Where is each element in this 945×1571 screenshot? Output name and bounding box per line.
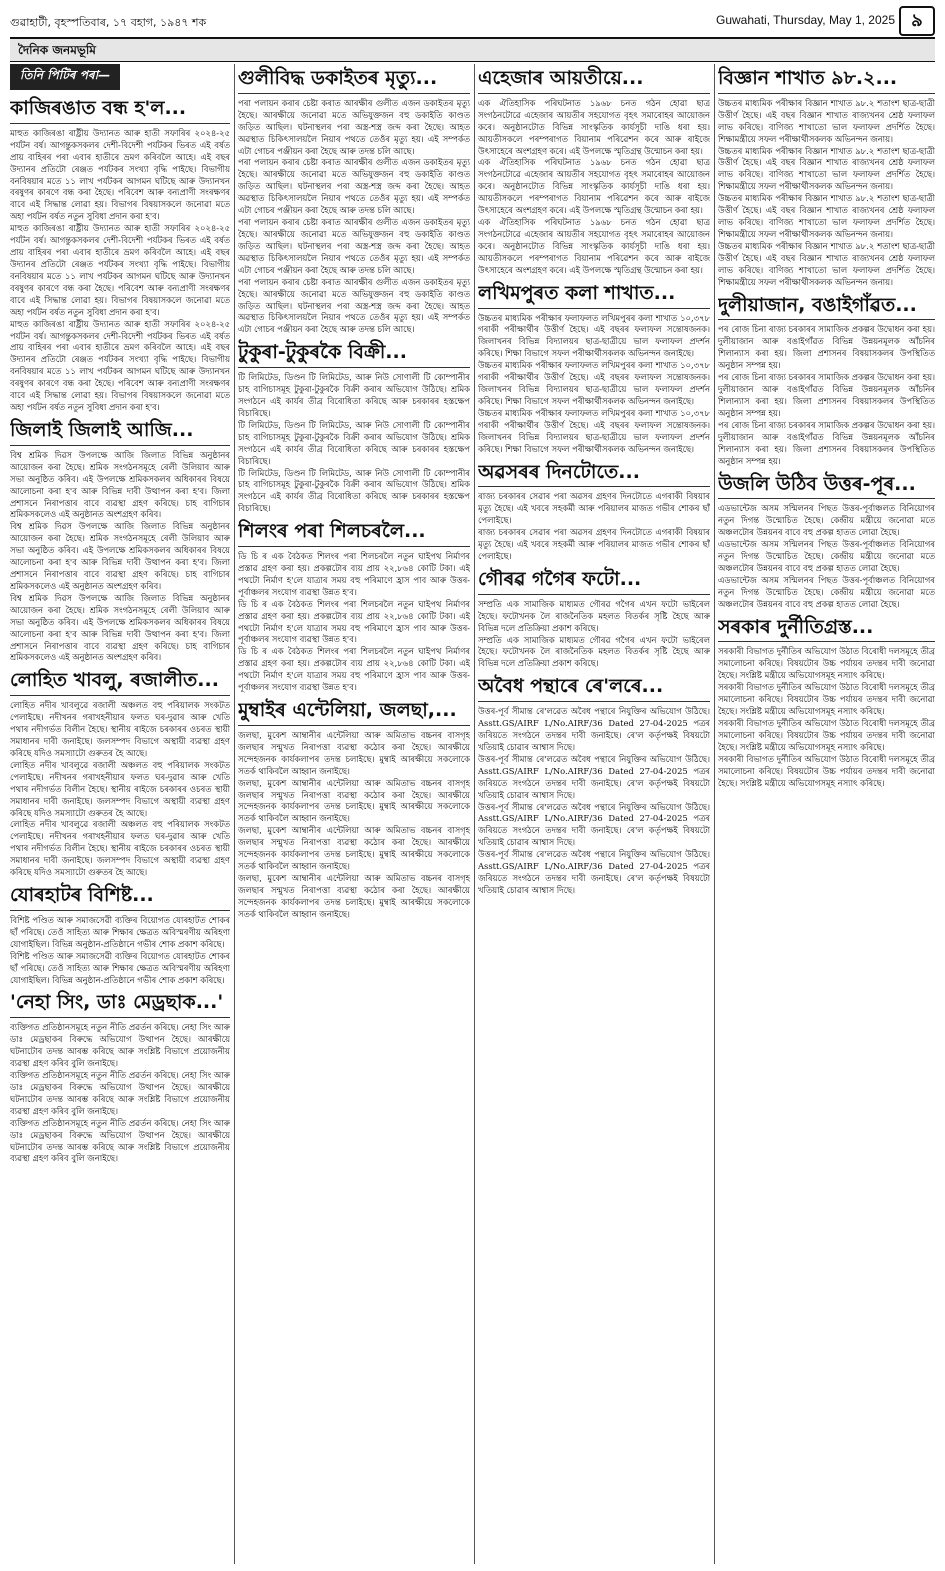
column-divider (474, 64, 475, 1564)
article (478, 676, 710, 897)
article-body: এক ঐতিহাসিক পৰিঘটনাত ১৯৬৮ চনত গঠন হোৱা ছাত্ৰ সংগঠনটোৱে এহেজাৰ আয়তীৰ সহযোগত বৃহৎ সমাৰোহৰ আয়োজন কৰে। অনুষ্ঠানটোত বিভিন্ন সাংস্কৃতিক কাৰ্যসূচী দাঙি ধৰা হয়। আয়তীসকলে পৰম্পৰাগত বিয়ানাম পৰিৱেশন কৰে আৰু ৰাইজে উৎসাহেৰে অংশগ্ৰহণ কৰে। এই উপলক্ষে স্মৃতিগ্ৰন্থ উন্মোচন কৰা হয়। (478, 217, 710, 275)
headline: মুম্বাইৰ এন্টেলিয়া, জলছা,... (238, 700, 470, 726)
article-body: সৰকাৰী বিভাগত দুৰ্নীতিৰ অভিযোগ উঠাত বিৰোধী দলসমূহে তীব্ৰ সমালোচনা কৰিছে। বিষয়টোৰ উচ্চ পৰ্যায়ৰ তদন্তৰ দাবী জনোৱা হৈছে। সংশ্লিষ্ট মন্ত্ৰীয়ে অভিযোগসমূহ নস্যাৎ কৰিছে। (718, 718, 935, 752)
article (478, 68, 710, 277)
headline: জিলাই জিলাই আজি... (10, 420, 230, 446)
headline: লোহিত খাবলু, ৰজালীত... (10, 670, 230, 696)
article-body: লোহিত নদীৰ খাবলুৱে ৰজালী অঞ্চলত বহু পৰিয়ালক সংকটত পেলাইছে। নদীখনৰ গৰাখহনীয়াৰ ফলত ঘৰ-দুৱাৰ আৰু খেতি পথাৰ নদীগৰ্ভত বিলীন হৈছে। স্থানীয় ৰাইজে চৰকাৰৰ ওচৰত স্থায়ী সমাধানৰ দাবী জনাইছে। জলসম্পদ বিভাগে অস্থায়ী ব্যৱস্থা গ্ৰহণ কৰিছে যদিও সমস্যাটো গুৰুতৰ হৈ আছে। (10, 700, 230, 758)
article-body: পৰ ৰোজ চিনা ৰাজ্য চৰকাৰৰ সামাজিক প্ৰকল্পৰ উদ্বোধন কৰা হয়। দুলীয়াজান আৰু বঙাইগাঁৱত বিভিন্ন উন্নয়নমূলক আঁচনিৰ শিলান্যাস কৰা হয়। জিলা প্ৰশাসনৰ বিষয়াসকলৰ উপস্থিতিত অনুষ্ঠান সম্পন্ন হয়। (718, 372, 935, 418)
article-body: এক ঐতিহাসিক পৰিঘটনাত ১৯৬৮ চনত গঠন হোৱা ছাত্ৰ সংগঠনটোৱে এহেজাৰ আয়তীৰ সহযোগত বৃহৎ সমাৰোহৰ আয়োজন কৰে। অনুষ্ঠানটোত বিভিন্ন সাংস্কৃতিক কাৰ্যসূচী দাঙি ধৰা হয়। আয়তীসকলে পৰম্পৰাগত বিয়ানাম পৰিৱেশন কৰে আৰু ৰাইজে উৎসাহেৰে অংশগ্ৰহণ কৰে। এই উপলক্ষে স্মৃতিগ্ৰন্থ উন্মোচন কৰা হয়। (478, 157, 710, 216)
article (478, 462, 710, 563)
headline: উজলি উঠিব উত্তৰ-পূৰ... (718, 474, 935, 500)
article-body: লোহিত নদীৰ খাবলুৱে ৰজালী অঞ্চলত বহু পৰিয়ালক সংকটত পেলাইছে। নদীখনৰ গৰাখহনীয়াৰ ফলত ঘৰ-দুৱাৰ আৰু খেতি পথাৰ নদীগৰ্ভত বিলীন হৈছে। স্থানীয় ৰাইজে চৰকাৰৰ ওচৰত স্থায়ী সমাধানৰ দাবী জনাইছে। জলসম্পদ বিভাগে অস্থায়ী ব্যৱস্থা গ্ৰহণ কৰিছে যদিও সমস্যাটো গুৰুতৰ হৈ আছে। (10, 759, 230, 818)
article (238, 521, 470, 694)
article-body: সম্প্ৰতি এক সামাজিক মাধ্যমত গৌৰৱ গগৈৰ এখন ফটো ভাইৰেল হৈছে। ফটোখনক লৈ ৰাজনৈতিক মহলত বিতৰ্কৰ সৃষ্টি হৈছে আৰু বিভিন্ন দলে প্ৰতিক্ৰিয়া প্ৰকাশ কৰিছে। (478, 634, 710, 669)
article (10, 420, 230, 664)
article-body: পৰ ৰোজ চিনা ৰাজ্য চৰকাৰৰ সামাজিক প্ৰকল্পৰ উদ্বোধন কৰা হয়। দুলীয়াজান আৰু বঙাইগাঁৱত বিভিন্ন উন্নয়নমূলক আঁচনিৰ শিলান্যাস কৰা হয়। জিলা প্ৰশাসনৰ বিষয়াসকলৰ উপস্থিতিত অনুষ্ঠান সম্পন্ন হয়। (718, 324, 935, 371)
date-english: Guwahati, Thursday, May 1, 2025 (716, 13, 895, 27)
headline: সৰকাৰ দুৰ্নীতিগ্ৰস্ত... (718, 617, 935, 643)
article-body: পৰা পলায়ন কৰাৰ চেষ্টা কৰাত আৰক্ষীৰ গুলীত এজন ডকাইতৰ মৃত্যু হৈছে। আৰক্ষীয়ে জনোৱা মতে অভিযুক্তজন বহু ডকাইতি কাণ্ডত জড়িত আছিল। ঘটনাস্থলৰ পৰা অস্ত্ৰ-শস্ত্ৰ জব্দ কৰা হৈছে। আহত অৱস্থাত চিকিৎসালয়লৈ নিয়াৰ পথতে তেওঁৰ মৃত্যু হয়। এই সম্পৰ্কত এটা গোচৰ পঞ্জীয়ন কৰা হৈছে আৰু তদন্ত চলি আছে। (238, 217, 470, 275)
page-number: ৯ (899, 6, 935, 36)
article-body: বিশ্ব শ্ৰমিক দিৱস উপলক্ষে আজি জিলাত বিভিন্ন অনুষ্ঠানৰ আয়োজন কৰা হৈছে। শ্ৰমিক সংগঠনসমূহে ৰেলী উলিয়াব আৰু সভা অনুষ্ঠিত কৰিব। এই উপলক্ষে শ্ৰমিকসকলৰ অধিকাৰৰ বিষয়ে আলোচনা কৰা হ'ব আৰু বিভিন্ন দাবী উত্থাপন কৰা হ'ব। জিলা প্ৰশাসনে নিৰাপত্তাৰ বাবে ব্যৱস্থা গ্ৰহণ কৰিছে। চাহ বাগিচাৰ শ্ৰমিকসকলেও এই অনুষ্ঠানত অংশগ্ৰহণ কৰিব। (10, 521, 230, 591)
paper-name: দৈনিক জনমভূমি (18, 43, 96, 57)
article-body: মাহুত কাজিৰঙা ৰাষ্ট্ৰীয় উদ্যানত আৰু হাতী সফাৰিৰ ২০২৪-২৫ পৰ্যটন বৰ্ষ। আগন্তুকসকলৰ দেশী-বিদেশী পৰ্যটকৰ ভিৰত এই বৰ্ষত প্ৰায় বাহিৰৰ পৰা এবাৰ হাতীৰে ভ্ৰমণ কৰিবলৈ আহে। এই বছৰ উদ্যানৰ প্ৰতিটো ৰেঞ্জত পৰ্যটকৰ সংখ্যা বৃদ্ধি পাইছে। বিভাগীয় বনবিষয়াৰ মতে ১১ লাখ পৰ্যটকৰ আগমন ঘটিছে আৰু উদ্যানখন বৰষুণৰ কাৰণে বন্ধ কৰা হৈছে। পৰিবেশ আৰু বন্যপ্ৰাণী সংৰক্ষণৰ বাবে এই সিদ্ধান্ত লোৱা হয়। বিভাগৰ বিষয়াসকলে জনোৱা মতে অহা পৰ্যটন বৰ্ষত নতুন সুবিধা প্ৰদান কৰা হ'ব। (10, 127, 230, 222)
article-body: উত্তৰ-পূৰ্ব সীমান্ত ৰে'লৱেত অবৈধ পন্থাৰে নিযুক্তিৰ অভিযোগ উঠিছে। Asstt.GS/AIRF L/No.AIRF/36 Dated 27-04-2025 পত্ৰৰ জৰিয়তে সংগঠনে তদন্তৰ দাবী জনাইছে। ৰে'ল কৰ্তৃপক্ষই বিষয়টো খতিয়াই চোৱাৰ আশ্বাস দিছে। (478, 706, 710, 752)
headline: বিজ্ঞান শাখাত ৯৮.২... (718, 68, 935, 94)
article-body: বিশ্ব শ্ৰমিক দিৱস উপলক্ষে আজি জিলাত বিভিন্ন অনুষ্ঠানৰ আয়োজন কৰা হৈছে। শ্ৰমিক সংগঠনসমূহে ৰেলী উলিয়াব আৰু সভা অনুষ্ঠিত কৰিব। এই উপলক্ষে শ্ৰমিকসকলৰ অধিকাৰৰ বিষয়ে আলোচনা কৰা হ'ব আৰু বিভিন্ন দাবী উত্থাপন কৰা হ'ব। জিলা প্ৰশাসনে নিৰাপত্তাৰ বাবে ব্যৱস্থা গ্ৰহণ কৰিছে। চাহ বাগিচাৰ শ্ৰমিকসকলেও এই অনুষ্ঠানত অংশগ্ৰহণ কৰিব। (10, 449, 230, 520)
article (718, 68, 935, 289)
column-1 (10, 64, 230, 1564)
article (10, 670, 230, 879)
article-body: জলছা, মুকেশ আম্বানীৰ এন্টেলিয়া আৰু অমিতাভ বচ্চনৰ বাসগৃহ জলছাৰ সন্মুখত নিৰাপত্তা ব্যৱস্থা কঠোৰ কৰা হৈছে। আৰক্ষীয়ে সন্দেহজনক কাৰ্যকলাপৰ তদন্ত চলাইছে। মুম্বাই আৰক্ষীয়ে সকলোকে সতৰ্ক থাকিবলৈ আহ্বান জনাইছে। (238, 825, 470, 872)
article-body: জলছা, মুকেশ আম্বানীৰ এন্টেলিয়া আৰু অমিতাভ বচ্চনৰ বাসগৃহ জলছাৰ সন্মুখত নিৰাপত্তা ব্যৱস্থা কঠোৰ কৰা হৈছে। আৰক্ষীয়ে সন্দেহজনক কাৰ্যকলাপৰ তদন্ত চলাইছে। মুম্বাই আৰক্ষীয়ে সকলোকে সতৰ্ক থাকিবলৈ আহ্বান জনাইছে। (238, 873, 470, 919)
headline: কাজিৰঙাত বন্ধ হ'ল... (10, 98, 230, 124)
article-body: ডি চি ৰ এক বৈঠকত শিলংৰ পৰা শিলচৰলৈ নতুন ঘাইপথ নিৰ্মাণৰ প্ৰস্তাৱ গ্ৰহণ কৰা হয়। প্ৰকল্পটোৰ ব্যয় প্ৰায় ২২,৮৬৪ কোটি টকা। এই পথটো নিৰ্মাণ হ'লে যাত্ৰাৰ সময় বহু পৰিমাণে হ্ৰাস পাব আৰু উত্তৰ-পূৰ্বাঞ্চলৰ সংযোগ ব্যৱস্থা উন্নত হ'ব। (238, 551, 470, 597)
article-body: পৰা পলায়ন কৰাৰ চেষ্টা কৰাত আৰক্ষীৰ গুলীত এজন ডকাইতৰ মৃত্যু হৈছে। আৰক্ষীয়ে জনোৱা মতে অভিযুক্তজন বহু ডকাইতি কাণ্ডত জড়িত আছিল। ঘটনাস্থলৰ পৰা অস্ত্ৰ-শস্ত্ৰ জব্দ কৰা হৈছে। আহত অৱস্থাত চিকিৎসালয়লৈ নিয়াৰ পথতে তেওঁৰ মৃত্যু হয়। এই সম্পৰ্কত এটা গোচৰ পঞ্জীয়ন কৰা হৈছে আৰু তদন্ত চলি আছে। (238, 97, 470, 156)
article-body: পৰা পলায়ন কৰাৰ চেষ্টা কৰাত আৰক্ষীৰ গুলীত এজন ডকাইতৰ মৃত্যু হৈছে। আৰক্ষীয়ে জনোৱা মতে অভিযুক্তজন বহু ডকাইতি কাণ্ডত জড়িত আছিল। ঘটনাস্থলৰ পৰা অস্ত্ৰ-শস্ত্ৰ জব্দ কৰা হৈছে। আহত অৱস্থাত চিকিৎসালয়লৈ নিয়াৰ পথতে তেওঁৰ মৃত্যু হয়। এই সম্পৰ্কত এটা গোচৰ পঞ্জীয়ন কৰা হৈছে আৰু তদন্ত চলি আছে। (238, 157, 470, 216)
article-body: টি লিমিটেড, ডিণ্ডন টি লিমিটেড, আৰু নিউ সোণালী টি কোম্পানীৰ চাহ বাগিচাসমূহ টুকুৰা-টুকুৰকৈ বিক্ৰী কৰাৰ অভিযোগ উঠিছে। শ্ৰমিক সংগঠনে এই কাৰ্যৰ তীব্ৰ বিৰোধিতা কৰিছে আৰু চৰকাৰৰ হস্তক্ষেপ বিচাৰিছে। (238, 372, 470, 418)
article-body: ব্যক্তিগত প্ৰতিষ্ঠানসমূহে নতুন নীতি প্ৰৱৰ্তন কৰিছে। নেহা সিং আৰু ডাঃ মেড্ৰছাকৰ বিৰুদ্ধে অভিযোগ উত্থাপন হৈছে। আৰক্ষীয়ে ঘটনাটোৰ তদন্ত আৰম্ভ কৰিছে আৰু সংশ্লিষ্ট বিভাগে প্ৰয়োজনীয় ব্যৱস্থা গ্ৰহণ কৰিব বুলি জনাইছে। (10, 1022, 230, 1069)
article-body: ৰাজ্য চৰকাৰৰ সেৱাৰ পৰা অৱসৰ গ্ৰহণৰ দিনটোতে এগৰাকী বিষয়াৰ মৃত্যু হৈছে। এই খবৰে সহকৰ্মী আৰু পৰিয়ালৰ মাজত গভীৰ শোকৰ ছাঁ পেলাইছে। (478, 491, 710, 526)
article (238, 700, 470, 921)
article-body: ব্যক্তিগত প্ৰতিষ্ঠানসমূহে নতুন নীতি প্ৰৱৰ্তন কৰিছে। নেহা সিং আৰু ডাঃ মেড্ৰছাকৰ বিৰুদ্ধে অভিযোগ উত্থাপন হৈছে। আৰক্ষীয়ে ঘটনাটোৰ তদন্ত আৰম্ভ কৰিছে আৰু সংশ্লিষ্ট বিভাগে প্ৰয়োজনীয় ব্যৱস্থা গ্ৰহণ কৰিব বুলি জনাইছে। (10, 1117, 230, 1164)
headline: টুকুৰা-টুকুৰকৈ বিক্ৰী... (238, 342, 470, 368)
article-body: টি লিমিটেড, ডিণ্ডন টি লিমিটেড, আৰু নিউ সোণালী টি কোম্পানীৰ চাহ বাগিচাসমূহ টুকুৰা-টুকুৰকৈ বিক্ৰী কৰাৰ অভিযোগ উঠিছে। শ্ৰমিক সংগঠনে এই কাৰ্যৰ তীব্ৰ বিৰোধিতা কৰিছে আৰু চৰকাৰৰ হস্তক্ষেপ বিচাৰিছে। (238, 467, 470, 514)
headline: যোৰহাটৰ বিশিষ্ট... (10, 885, 230, 911)
article-body: সৰকাৰী বিভাগত দুৰ্নীতিৰ অভিযোগ উঠাত বিৰোধী দলসমূহে তীব্ৰ সমালোচনা কৰিছে। বিষয়টোৰ উচ্চ পৰ্যায়ৰ তদন্তৰ দাবী জনোৱা হৈছে। সংশ্লিষ্ট মন্ত্ৰীয়ে অভিযোগসমূহ নস্যাৎ কৰিছে। (718, 682, 935, 717)
headline: গৌৰৱ গগৈৰ ফটো... (478, 569, 710, 595)
article-body: ডি চি ৰ এক বৈঠকত শিলংৰ পৰা শিলচৰলৈ নতুন ঘাইপথ নিৰ্মাণৰ প্ৰস্তাৱ গ্ৰহণ কৰা হয়। প্ৰকল্পটোৰ ব্যয় প্ৰায় ২২,৮৬৪ কোটি টকা। এই পথটো নিৰ্মাণ হ'লে যাত্ৰাৰ সময় বহু পৰিমাণে হ্ৰাস পাব আৰু উত্তৰ-পূৰ্বাঞ্চলৰ সংযোগ ব্যৱস্থা উন্নত হ'ব। (238, 598, 470, 645)
article-body: বিশিষ্ট পণ্ডিত আৰু সমাজসেৱী ব্যক্তিৰ বিয়োগত যোৰহাটত শোকৰ ছাঁ পৰিছে। তেওঁ সাহিত্য আৰু শিক্ষাৰ ক্ষেত্ৰত অবিস্মৰণীয় অৰিহণা যোগাইছিল। বিভিন্ন অনুষ্ঠান-প্ৰতিষ্ঠানে গভীৰ শোক প্ৰকাশ কৰিছে। (10, 950, 230, 985)
article-body: ৰাজ্য চৰকাৰৰ সেৱাৰ পৰা অৱসৰ গ্ৰহণৰ দিনটোতে এগৰাকী বিষয়াৰ মৃত্যু হৈছে। এই খবৰে সহকৰ্মী আৰু পৰিয়ালৰ মাজত গভীৰ শোকৰ ছাঁ পেলাইছে। (478, 527, 710, 562)
article-body: এডভান্টেজ অসম সন্মিলনৰ পিছত উত্তৰ-পূৰ্বাঞ্চলত বিনিয়োগৰ নতুন দিগন্ত উন্মোচিত হৈছে। কেন্দ্ৰীয় মন্ত্ৰীয়ে জনোৱা মতে অঞ্চলটোৰ উন্নয়নৰ বাবে বহু প্ৰকল্প হাতত লোৱা হৈছে। (718, 574, 935, 609)
article-body: সৰকাৰী বিভাগত দুৰ্নীতিৰ অভিযোগ উঠাত বিৰোধী দলসমূহে তীব্ৰ সমালোচনা কৰিছে। বিষয়টোৰ উচ্চ পৰ্যায়ৰ তদন্তৰ দাবী জনোৱা হৈছে। সংশ্লিষ্ট মন্ত্ৰীয়ে অভিযোগসমূহ নস্যাৎ কৰিছে। (718, 646, 935, 681)
article-body: জলছা, মুকেশ আম্বানীৰ এন্টেলিয়া আৰু অমিতাভ বচ্চনৰ বাসগৃহ জলছাৰ সন্মুখত নিৰাপত্তা ব্যৱস্থা কঠোৰ কৰা হৈছে। আৰক্ষীয়ে সন্দেহজনক কাৰ্যকলাপৰ তদন্ত চলাইছে। মুম্বাই আৰক্ষীয়ে সকলোকে সতৰ্ক থাকিবলৈ আহ্বান জনাইছে। (238, 729, 470, 776)
article-body: ডি চি ৰ এক বৈঠকত শিলংৰ পৰা শিলচৰলৈ নতুন ঘাইপথ নিৰ্মাণৰ প্ৰস্তাৱ গ্ৰহণ কৰা হয়। প্ৰকল্পটোৰ ব্যয় প্ৰায় ২২,৮৬৪ কোটি টকা। এই পথটো নিৰ্মাণ হ'লে যাত্ৰাৰ সময় বহু পৰিমাণে হ্ৰাস পাব আৰু উত্তৰ-পূৰ্বাঞ্চলৰ সংযোগ ব্যৱস্থা উন্নত হ'ব। (238, 646, 470, 693)
date-assamese: গুৱাহাটী, বৃহস্পতিবাৰ, ১৭ বহাগ, ১৯৪৭ শক (10, 16, 207, 29)
article (718, 474, 935, 611)
column-4 (718, 64, 935, 1564)
article-body: মাহুত কাজিৰঙা ৰাষ্ট্ৰীয় উদ্যানত আৰু হাতী সফাৰিৰ ২০২৪-২৫ পৰ্যটন বৰ্ষ। আগন্তুকসকলৰ দেশী-বিদেশী পৰ্যটকৰ ভিৰত এই বৰ্ষত প্ৰায় বাহিৰৰ পৰা এবাৰ হাতীৰে ভ্ৰমণ কৰিবলৈ আহে। এই বছৰ উদ্যানৰ প্ৰতিটো ৰেঞ্জত পৰ্যটকৰ সংখ্যা বৃদ্ধি পাইছে। বিভাগীয় বনবিষয়াৰ মতে ১১ লাখ পৰ্যটকৰ আগমন ঘটিছে আৰু উদ্যানখন বৰষুণৰ কাৰণে বন্ধ কৰা হৈছে। পৰিবেশ আৰু বন্যপ্ৰাণী সংৰক্ষণৰ বাবে এই সিদ্ধান্ত লোৱা হয়। বিভাগৰ বিষয়াসকলে জনোৱা মতে অহা পৰ্যটন বৰ্ষত নতুন সুবিধা প্ৰদান কৰা হ'ব। (10, 318, 230, 413)
article-body: বিশ্ব শ্ৰমিক দিৱস উপলক্ষে আজি জিলাত বিভিন্ন অনুষ্ঠানৰ আয়োজন কৰা হৈছে। শ্ৰমিক সংগঠনসমূহে ৰেলী উলিয়াব আৰু সভা অনুষ্ঠিত কৰিব। এই উপলক্ষে শ্ৰমিকসকলৰ অধিকাৰৰ বিষয়ে আলোচনা কৰা হ'ব আৰু বিভিন্ন দাবী উত্থাপন কৰা হ'ব। জিলা প্ৰশাসনে নিৰাপত্তাৰ বাবে ব্যৱস্থা গ্ৰহণ কৰিছে। চাহ বাগিচাৰ শ্ৰমিকসকলেও এই অনুষ্ঠানত অংশগ্ৰহণ কৰিব। (10, 592, 230, 663)
article-body: লোহিত নদীৰ খাবলুৱে ৰজালী অঞ্চলত বহু পৰিয়ালক সংকটত পেলাইছে। নদীখনৰ গৰাখহনীয়াৰ ফলত ঘৰ-দুৱাৰ আৰু খেতি পথাৰ নদীগৰ্ভত বিলীন হৈছে। স্থানীয় ৰাইজে চৰকাৰৰ ওচৰত স্থায়ী সমাধানৰ দাবী জনাইছে। জলসম্পদ বিভাগে অস্থায়ী ব্যৱস্থা গ্ৰহণ কৰিছে যদিও সমস্যাটো গুৰুতৰ হৈ আছে। (10, 819, 230, 878)
article-body: উচ্চতৰ মাধ্যমিক পৰীক্ষাৰ বিজ্ঞান শাখাত ৯৮.২ শতাংশ ছাত্ৰ-ছাত্ৰী উত্তীৰ্ণ হৈছে। এই বছৰ বিজ্ঞান শাখাত ৰাজ্যখনৰ শ্ৰেষ্ঠ ফলাফল লাভ কৰিছে। বাণিজ্য শাখাতো ভাল ফলাফল প্ৰদৰ্শিত হৈছে। শিক্ষামন্ত্ৰীয়ে সফল পৰীক্ষাৰ্থীসকলক অভিনন্দন জনায়। (718, 193, 935, 239)
article (238, 68, 470, 336)
article (718, 295, 935, 468)
article-body: উচ্চতৰ মাধ্যমিক পৰীক্ষাৰ বিজ্ঞান শাখাত ৯৮.২ শতাংশ ছাত্ৰ-ছাত্ৰী উত্তীৰ্ণ হৈছে। এই বছৰ বিজ্ঞান শাখাত ৰাজ্যখনৰ শ্ৰেষ্ঠ ফলাফল লাভ কৰিছে। বাণিজ্য শাখাতো ভাল ফলাফল প্ৰদৰ্শিত হৈছে। শিক্ষামন্ত্ৰীয়ে সফল পৰীক্ষাৰ্থীসকলক অভিনন্দন জনায়। (718, 97, 935, 144)
headline: অৱসৰৰ দিনটোতে... (478, 462, 710, 488)
article-body: পৰ ৰোজ চিনা ৰাজ্য চৰকাৰৰ সামাজিক প্ৰকল্পৰ উদ্বোধন কৰা হয়। দুলীয়াজান আৰু বঙাইগাঁৱত বিভিন্ন উন্নয়নমূলক আঁচনিৰ শিলান্যাস কৰা হয়। জিলা প্ৰশাসনৰ বিষয়াসকলৰ উপস্থিতিত অনুষ্ঠান সম্পন্ন হয়। (718, 419, 935, 466)
article-body: এডভান্টেজ অসম সন্মিলনৰ পিছত উত্তৰ-পূৰ্বাঞ্চলত বিনিয়োগৰ নতুন দিগন্ত উন্মোচিত হৈছে। কেন্দ্ৰীয় মন্ত্ৰীয়ে জনোৱা মতে অঞ্চলটোৰ উন্নয়নৰ বাবে বহু প্ৰকল্প হাতত লোৱা হৈছে। (718, 539, 935, 573)
article-body: উত্তৰ-পূৰ্ব সীমান্ত ৰে'লৱেত অবৈধ পন্থাৰে নিযুক্তিৰ অভিযোগ উঠিছে। Asstt.GS/AIRF L/No.AIRF/36 Dated 27-04-2025 পত্ৰৰ জৰিয়তে সংগঠনে তদন্তৰ দাবী জনাইছে। ৰে'ল কৰ্তৃপক্ষই বিষয়টো খতিয়াই চোৱাৰ আশ্বাস দিছে। (478, 753, 710, 800)
article-body: সম্প্ৰতি এক সামাজিক মাধ্যমত গৌৰৱ গগৈৰ এখন ফটো ভাইৰেল হৈছে। ফটোখনক লৈ ৰাজনৈতিক মহলত বিতৰ্কৰ সৃষ্টি হৈছে আৰু বিভিন্ন দলে প্ৰতিক্ৰিয়া প্ৰকাশ কৰিছে। (478, 598, 710, 633)
article (238, 342, 470, 515)
masthead (10, 6, 935, 36)
article-body: উত্তৰ-পূৰ্ব সীমান্ত ৰে'লৱেত অবৈধ পন্থাৰে নিযুক্তিৰ অভিযোগ উঠিছে। Asstt.GS/AIRF L/No.AIRF/36 Dated 27-04-2025 পত্ৰৰ জৰিয়তে সংগঠনে তদন্তৰ দাবী জনাইছে। ৰে'ল কৰ্তৃপক্ষই বিষয়টো খতিয়াই চোৱাৰ আশ্বাস দিছে। (478, 849, 710, 895)
headline: শিলংৰ পৰা শিলচৰলৈ... (238, 521, 470, 547)
article (478, 569, 710, 670)
headline: দুলীয়াজান, বঙাইগাঁৱত... (718, 295, 935, 321)
article-body: বিশিষ্ট পণ্ডিত আৰু সমাজসেৱী ব্যক্তিৰ বিয়োগত যোৰহাটত শোকৰ ছাঁ পৰিছে। তেওঁ সাহিত্য আৰু শিক্ষাৰ ক্ষেত্ৰত অবিস্মৰণীয় অৰিহণা যোগাইছিল। বিভিন্ন অনুষ্ঠান-প্ৰতিষ্ঠানে গভীৰ শোক প্ৰকাশ কৰিছে। (10, 914, 230, 949)
article-body: উত্তৰ-পূৰ্ব সীমান্ত ৰে'লৱেত অবৈধ পন্থাৰে নিযুক্তিৰ অভিযোগ উঠিছে। Asstt.GS/AIRF L/No.AIRF/36 Dated 27-04-2025 পত্ৰৰ জৰিয়তে সংগঠনে তদন্তৰ দাবী জনাইছে। ৰে'ল কৰ্তৃপক্ষই বিষয়টো খতিয়াই চোৱাৰ আশ্বাস দিছে। (478, 801, 710, 848)
headline: এহেজাৰ আয়তীয়ে... (478, 68, 710, 94)
article (478, 283, 710, 456)
article-body: উচ্চতৰ মাধ্যমিক পৰীক্ষাৰ ফলাফলত লখিমপুৰৰ কলা শাখাত ১০,৩৭৮ গৰাকী পৰীক্ষাৰ্থীৰ উত্তীৰ্ণ হৈছে। এই বছৰৰ ফলাফল সন্তোষজনক। জিলাখনৰ বিভিন্ন বিদ্যালয়ৰ ছাত্ৰ-ছাত্ৰীয়ে ভাল ফলাফল প্ৰদৰ্শন কৰিছে। শিক্ষা বিভাগে সফল পৰীক্ষাৰ্থীসকলক অভিনন্দন জনাইছে। (478, 407, 710, 454)
section-tab: তিনি পিটিৰ পৰা— (10, 64, 120, 90)
article-body: উচ্চতৰ মাধ্যমিক পৰীক্ষাৰ বিজ্ঞান শাখাত ৯৮.২ শতাংশ ছাত্ৰ-ছাত্ৰী উত্তীৰ্ণ হৈছে। এই বছৰ বিজ্ঞান শাখাত ৰাজ্যখনৰ শ্ৰেষ্ঠ ফলাফল লাভ কৰিছে। বাণিজ্য শাখাতো ভাল ফলাফল প্ৰদৰ্শিত হৈছে। শিক্ষামন্ত্ৰীয়ে সফল পৰীক্ষাৰ্থীসকলক অভিনন্দন জনায়। (718, 145, 935, 192)
article-body: সৰকাৰী বিভাগত দুৰ্নীতিৰ অভিযোগ উঠাত বিৰোধী দলসমূহে তীব্ৰ সমালোচনা কৰিছে। বিষয়টোৰ উচ্চ পৰ্যায়ৰ তদন্তৰ দাবী জনোৱা হৈছে। সংশ্লিষ্ট মন্ত্ৰীয়ে অভিযোগসমূহ নস্যাৎ কৰিছে। (718, 753, 935, 788)
article-body: মাহুত কাজিৰঙা ৰাষ্ট্ৰীয় উদ্যানত আৰু হাতী সফাৰিৰ ২০২৪-২৫ পৰ্যটন বৰ্ষ। আগন্তুকসকলৰ দেশী-বিদেশী পৰ্যটকৰ ভিৰত এই বৰ্ষত প্ৰায় বাহিৰৰ পৰা এবাৰ হাতীৰে ভ্ৰমণ কৰিবলৈ আহে। এই বছৰ উদ্যানৰ প্ৰতিটো ৰেঞ্জত পৰ্যটকৰ সংখ্যা বৃদ্ধি পাইছে। বিভাগীয় বনবিষয়াৰ মতে ১১ লাখ পৰ্যটকৰ আগমন ঘটিছে আৰু উদ্যানখন বৰষুণৰ কাৰণে বন্ধ কৰা হৈছে। পৰিবেশ আৰু বন্যপ্ৰাণী সংৰক্ষণৰ বাবে এই সিদ্ধান্ত লোৱা হয়। বিভাগৰ বিষয়াসকলে জনোৱা মতে অহা পৰ্যটন বৰ্ষত নতুন সুবিধা প্ৰদান কৰা হ'ব। (10, 223, 230, 317)
column-3 (478, 64, 710, 1564)
article-body: পৰা পলায়ন কৰাৰ চেষ্টা কৰাত আৰক্ষীৰ গুলীত এজন ডকাইতৰ মৃত্যু হৈছে। আৰক্ষীয়ে জনোৱা মতে অভিযুক্তজন বহু ডকাইতি কাণ্ডত জড়িত আছিল। ঘটনাস্থলৰ পৰা অস্ত্ৰ-শস্ত্ৰ জব্দ কৰা হৈছে। আহত অৱস্থাত চিকিৎসালয়লৈ নিয়াৰ পথতে তেওঁৰ মৃত্যু হয়। এই সম্পৰ্কত এটা গোচৰ পঞ্জীয়ন কৰা হৈছে আৰু তদন্ত চলি আছে। (238, 276, 470, 335)
headline: লখিমপুৰত কলা শাখাত... (478, 283, 710, 309)
headline: 'নেহা সিং, ডাঃ মেড্ৰছাক...' (10, 992, 230, 1018)
article-body: টি লিমিটেড, ডিণ্ডন টি লিমিটেড, আৰু নিউ সোণালী টি কোম্পানীৰ চাহ বাগিচাসমূহ টুকুৰা-টুকুৰকৈ বিক্ৰী কৰাৰ অভিযোগ উঠিছে। শ্ৰমিক সংগঠনে এই কাৰ্যৰ তীব্ৰ বিৰোধিতা কৰিছে আৰু চৰকাৰৰ হস্তক্ষেপ বিচাৰিছে। (238, 419, 470, 466)
article-body: এডভান্টেজ অসম সন্মিলনৰ পিছত উত্তৰ-পূৰ্বাঞ্চলত বিনিয়োগৰ নতুন দিগন্ত উন্মোচিত হৈছে। কেন্দ্ৰীয় মন্ত্ৰীয়ে জনোৱা মতে অঞ্চলটোৰ উন্নয়নৰ বাবে বহু প্ৰকল্প হাতত লোৱা হৈছে। (718, 503, 935, 538)
column-divider (234, 64, 235, 1564)
article-body: এক ঐতিহাসিক পৰিঘটনাত ১৯৬৮ চনত গঠন হোৱা ছাত্ৰ সংগঠনটোৱে এহেজাৰ আয়তীৰ সহযোগত বৃহৎ সমাৰোহৰ আয়োজন কৰে। অনুষ্ঠানটোত বিভিন্ন সাংস্কৃতিক কাৰ্যসূচী দাঙি ধৰা হয়। আয়তীসকলে পৰম্পৰাগত বিয়ানাম পৰিৱেশন কৰে আৰু ৰাইজে উৎসাহেৰে অংশগ্ৰহণ কৰে। এই উপলক্ষে স্মৃতিগ্ৰন্থ উন্মোচন কৰা হয়। (478, 97, 710, 156)
article-body: উচ্চতৰ মাধ্যমিক পৰীক্ষাৰ ফলাফলত লখিমপুৰৰ কলা শাখাত ১০,৩৭৮ গৰাকী পৰীক্ষাৰ্থীৰ উত্তীৰ্ণ হৈছে। এই বছৰৰ ফলাফল সন্তোষজনক। জিলাখনৰ বিভিন্ন বিদ্যালয়ৰ ছাত্ৰ-ছাত্ৰীয়ে ভাল ফলাফল প্ৰদৰ্শন কৰিছে। শিক্ষা বিভাগে সফল পৰীক্ষাৰ্থীসকলক অভিনন্দন জনাইছে। (478, 360, 710, 406)
article-body: উচ্চতৰ মাধ্যমিক পৰীক্ষাৰ বিজ্ঞান শাখাত ৯৮.২ শতাংশ ছাত্ৰ-ছাত্ৰী উত্তীৰ্ণ হৈছে। এই বছৰ বিজ্ঞান শাখাত ৰাজ্যখনৰ শ্ৰেষ্ঠ ফলাফল লাভ কৰিছে। বাণিজ্য শাখাতো ভাল ফলাফল প্ৰদৰ্শিত হৈছে। শিক্ষামন্ত্ৰীয়ে সফল পৰীক্ষাৰ্থীসকলক অভিনন্দন জনায়। (718, 240, 935, 287)
column-2 (238, 64, 470, 1564)
article (10, 98, 230, 414)
paper-name-bar (10, 37, 935, 62)
article-body: ব্যক্তিগত প্ৰতিষ্ঠানসমূহে নতুন নীতি প্ৰৱৰ্তন কৰিছে। নেহা সিং আৰু ডাঃ মেড্ৰছাকৰ বিৰুদ্ধে অভিযোগ উত্থাপন হৈছে। আৰক্ষীয়ে ঘটনাটোৰ তদন্ত আৰম্ভ কৰিছে আৰু সংশ্লিষ্ট বিভাগে প্ৰয়োজনীয় ব্যৱস্থা গ্ৰহণ কৰিব বুলি জনাইছে। (10, 1069, 230, 1116)
column-divider (714, 64, 715, 1564)
headline: গুলীবিদ্ধ ডকাইতৰ মৃত্যু... (238, 68, 470, 94)
headline: অবৈধ পন্থাৰে ৰে'লৰে... (478, 676, 710, 702)
article-body: উচ্চতৰ মাধ্যমিক পৰীক্ষাৰ ফলাফলত লখিমপুৰৰ কলা শাখাত ১০,৩৭৮ গৰাকী পৰীক্ষাৰ্থীৰ উত্তীৰ্ণ হৈছে। এই বছৰৰ ফলাফল সন্তোষজনক। জিলাখনৰ বিভিন্ন বিদ্যালয়ৰ ছাত্ৰ-ছাত্ৰীয়ে ভাল ফলাফল প্ৰদৰ্শন কৰিছে। শিক্ষা বিভাগে সফল পৰীক্ষাৰ্থীসকলক অভিনন্দন জনাইছে। (478, 312, 710, 359)
article (10, 885, 230, 986)
article-body: জলছা, মুকেশ আম্বানীৰ এন্টেলিয়া আৰু অমিতাভ বচ্চনৰ বাসগৃহ জলছাৰ সন্মুখত নিৰাপত্তা ব্যৱস্থা কঠোৰ কৰা হৈছে। আৰক্ষীয়ে সন্দেহজনক কাৰ্যকলাপৰ তদন্ত চলাইছে। মুম্বাই আৰক্ষীয়ে সকলোকে সতৰ্ক থাকিবলৈ আহ্বান জনাইছে। (238, 777, 470, 824)
article (10, 992, 230, 1165)
article (718, 617, 935, 790)
